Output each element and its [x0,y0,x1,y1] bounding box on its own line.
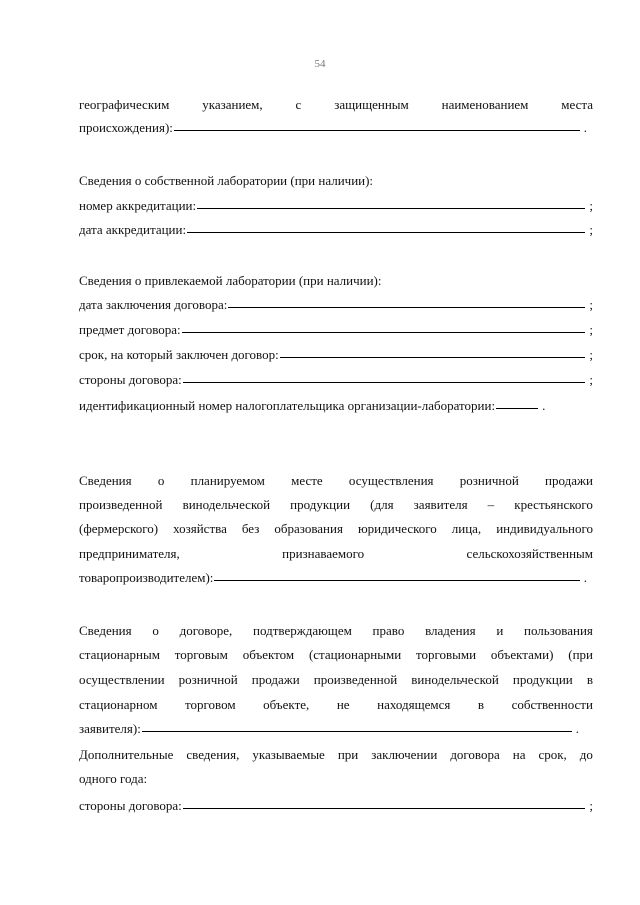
retail-place-label: товаропроизводителем): [79,570,214,585]
word: указываемые [252,747,325,762]
accreditation-number-label: номер аккредитации: [79,198,197,213]
word: Сведения [79,623,132,638]
word: розничной [459,473,519,488]
line-end: ; [589,222,593,237]
line-end: . [575,721,579,736]
line-end: . [583,570,587,585]
word: указанием, [202,97,263,112]
word: в [586,672,593,687]
word: предпринимателя, [79,546,180,561]
word: находящемся [377,697,451,712]
contract-parties-label: стороны договора: [79,372,182,387]
lease-contract-line4 [79,696,593,714]
additional-parties-label: стороны договора: [79,798,182,813]
accreditation-date-label: дата аккредитации: [79,222,187,237]
word: владения [425,623,476,638]
word: образования [274,521,343,536]
word: (для [370,497,394,512]
word: признаваемого [282,546,365,561]
contract-term-input-line[interactable] [280,357,586,358]
word: наименованием [441,97,529,112]
line-end: ; [589,297,593,312]
word: (фермерского) [79,521,159,536]
word: с [295,97,302,112]
origin-input-line[interactable] [174,130,580,131]
word: крестьянского [514,497,593,512]
word: винодельческой [182,497,271,512]
accreditation-date-input-line[interactable] [187,232,585,233]
word: индивидуального [496,521,593,536]
line-end: . [542,398,546,413]
word: продажи [545,473,593,488]
word: защищенным [334,97,409,112]
contract-parties-input-line[interactable] [183,382,586,383]
word: торговым [174,647,228,662]
origin-label: происхождения): [79,120,173,135]
lease-contract-line3 [79,671,593,689]
word: договоре, [179,623,233,638]
word: и [496,623,504,638]
word: собственности [511,697,593,712]
accreditation-number-field [79,197,593,215]
word: Сведения [79,473,132,488]
word: торговыми [415,647,477,662]
word: произведенной [79,497,163,512]
word: (стационарными [308,647,402,662]
word: объектами) [490,647,554,662]
origin-field [79,119,587,137]
retail-place-line3 [79,520,593,538]
word: – [487,497,495,512]
contract-date-label: дата заключения договора: [79,297,228,312]
contract-parties-field [79,371,593,389]
word: юридического [357,521,437,536]
line-end: . [583,120,587,135]
word: стационарном [79,697,158,712]
retail-place-input-line[interactable] [214,580,579,581]
lab-inn-input-line[interactable] [496,408,538,409]
lease-contract-line2 [79,646,593,664]
retail-place-line4 [79,545,593,563]
lab-inn-field [79,397,593,415]
hired-lab-heading: Сведения о привлекаемой лаборатории (при наличии): [79,273,382,288]
line-end: ; [589,372,593,387]
applicant-lease-label: заявителя): [79,721,141,736]
word: стационарным [79,647,160,662]
word: лица, [451,521,482,536]
additional-parties-field [79,797,593,815]
word: продажи [251,672,300,687]
word: винодельческой [411,672,499,687]
word: при [337,747,359,762]
contract-subject-label: предмет договора: [79,322,181,337]
retail-place-line2 [79,496,593,514]
word: право [372,623,405,638]
retail-place-line1 [79,472,593,490]
accreditation-number-input-line[interactable] [197,208,585,209]
paragraph-gi-line1 [79,96,593,114]
additional-line1 [79,746,593,764]
own-lab-heading: Сведения о собственной лаборатории (при наличии): [79,173,374,188]
word: заключении [371,747,438,762]
applicant-lease-input-line[interactable] [142,731,572,732]
word: планируемом [190,473,265,488]
contract-date-input-line[interactable] [228,307,585,308]
line-end: ; [589,347,593,362]
word: на [512,747,526,762]
word: осуществлении [79,672,165,687]
word: пользования [524,623,593,638]
word: осуществления [348,473,434,488]
line-end: ; [589,198,593,213]
contract-term-label: срок, на который заключен договор: [79,347,279,362]
word: продукции [290,497,351,512]
word: сельскохозяйственным [466,546,593,561]
word: в [477,697,485,712]
line-end: ; [589,798,593,813]
accreditation-date-field [79,221,593,239]
word: торговом [185,697,236,712]
word: не [336,697,350,712]
word: сведения, [186,747,240,762]
page-number: 54 [314,58,326,70]
contract-date-field [79,296,593,314]
word: о [152,623,159,638]
word: срок, [538,747,567,762]
word: без [241,521,260,536]
lease-contract-line1 [79,622,593,640]
retail-place-field [79,569,587,587]
contract-subject-field [79,321,593,339]
word: (при [568,647,593,662]
word: произведенной [313,672,398,687]
word: до [579,747,593,762]
word: договора [450,747,500,762]
word: объекте, [263,697,310,712]
additional-line2: одного года: [79,771,148,786]
word: Дополнительные [79,747,174,762]
word: месте [291,473,323,488]
word: географическим [79,97,170,112]
word: продукции [512,672,573,687]
additional-parties-input-line[interactable] [183,808,586,809]
word: места [561,97,593,112]
applicant-lease-field [79,720,579,738]
line-end: ; [589,322,593,337]
word: о [157,473,165,488]
word: объектом [242,647,295,662]
contract-subject-input-line[interactable] [182,332,586,333]
word: заявителя [413,497,468,512]
contract-term-field [79,346,593,364]
word: подтверждающем [253,623,352,638]
word: хозяйства [173,521,227,536]
word: розничной [178,672,238,687]
lab-inn-label: идентификационный номер налогоплательщика организации-лаборатории: [79,398,496,413]
